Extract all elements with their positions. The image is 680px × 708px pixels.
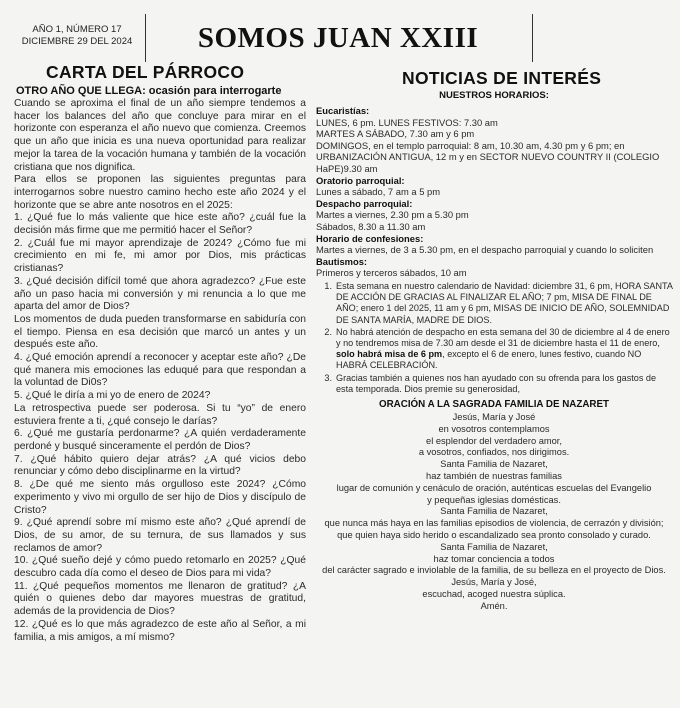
prayer-line: Jesús, María y José — [452, 411, 536, 422]
letter-paragraph: Los momentos de duda pueden transformarse en sabiduría con el tiempo. Piensa en esa decisión que marcó un antes y un después este año. — [14, 313, 306, 351]
schedule-subtitle: NUESTROS HORARIOS: — [439, 90, 549, 101]
prayer-line: escuchad, acoged nuestra súplica. — [422, 588, 566, 599]
prayer-line: Santa Familia de Nazaret, — [440, 506, 548, 517]
section-title-news: NOTICIAS DE INTERÉS — [402, 68, 602, 88]
letter-subtitle: OTRO AÑO QUE LLEGA: ocasión para interrogarte — [16, 85, 282, 97]
schedule-block — [316, 105, 674, 279]
prayer-line: Amén. — [480, 600, 508, 611]
announcement-item — [314, 373, 674, 395]
announcement-text-end: , excepto el 6 de enero, lunes festivo, cuando NO HABRÁ CELEBRACIÓN. — [336, 349, 642, 371]
schedule-line: Lunes a sábado, 7 am a 5 pm — [316, 186, 441, 198]
prayer-line: del carácter sagrado e inviolable de la familia, de su belleza en el proyecto de Dios. — [322, 565, 666, 576]
schedule-heading: Despacho parroquial: — [316, 197, 413, 209]
prayer-line: Santa Familia de Nazaret, — [440, 459, 548, 470]
schedule-heading: Eucaristías: — [316, 105, 370, 116]
announcement-item — [314, 327, 674, 372]
schedule-heading: Bautismos: — [316, 255, 368, 267]
announcement-text-start: No habrá atención de despacho en esta semana del 30 de diciembre al 4 de enero y no tendremos misa de 7.30 am desde el 31 de diciembre hasta el 11 de enero, — [336, 326, 670, 348]
newsletter-title: SOMOS JUAN XXIII — [197, 22, 479, 54]
letter-paragraph: La retrospectiva puede ser poderosa. Si tu “yo” de enero estuviera frente a ti, ¿qué consejo le darías? — [14, 402, 306, 427]
schedule-line: Martes a viernes, 2.30 pm a 5.30 pm — [316, 209, 469, 221]
letter-question: 3. ¿Qué decisión difícil tomé que ahora agradezco? ¿Fue este año un paso hacia mi conversión y mi renuncia a lo que me aparta del amor de Dios? — [14, 275, 306, 313]
letter-paragraph: Cuando se aproxima el final de un año siempre tendemos a hacer los balances del año que concluye para mirar en el horizonte con esperanza el año nuevo que comienza. Creemos que un año que inicia es una nueva oportunidad para realizar mejor la tarea de la vocación humana y también de la vocación cristiana que nos dignifica. — [14, 98, 306, 173]
announcement-number: 2. — [324, 326, 332, 337]
prayer-line: el esplendor del verdadero amor, — [426, 435, 562, 446]
prayer-line: haz tomar conciencia a todos — [433, 553, 555, 564]
header-divider-left — [145, 14, 146, 62]
announcements-list — [314, 281, 674, 395]
schedule-line: Primeros y terceros sábados, 10 am — [316, 267, 467, 279]
announcement-highlight: solo habrá misa de 6 pm — [336, 349, 443, 360]
announcement-text — [336, 327, 674, 372]
schedule-line: Sábados, 8.30 a 11.30 am — [316, 220, 426, 232]
issue-number: AÑO 1, NÚMERO 17 — [32, 24, 122, 35]
letter-paragraph: Para ellos se proponen las siguientes preguntas para interrogarnos sobre nuestro camino hecho este año 2024 y el horizonte que se abre ante nosotros en el 2025: — [14, 174, 306, 211]
issue-info — [18, 24, 136, 48]
parish-letter-column — [14, 62, 306, 644]
section-title-letter: CARTA DEL PÁRROCO — [46, 62, 245, 82]
news-column — [314, 68, 674, 612]
prayer-line: Santa Familia de Nazaret, — [440, 541, 548, 552]
schedule-line: DOMINGOS, en el templo parroquial: 8 am, 10.30 am, 4.30 pm y 6 pm; en URBANIZACIÓN ANTIGUA, 12 m y en SECTOR NUEVO COUNTRY II (COLEGIO HaPE)9.30 am — [316, 139, 660, 174]
issue-date: DICIEMBRE 29 DEL 2024 — [21, 36, 133, 47]
letter-question: 6. ¿Qué me gustaría perdonarme? ¿A quién verdaderamente perdoné y busqué sinceramente el perdón de Dios? — [14, 428, 306, 452]
letter-question: 10. ¿Qué sueño dejé y cómo puedo retomarlo en 2025? ¿Qué descubro cada día como el deseo de Dios para mi vida? — [14, 555, 306, 580]
announcement-text: Gracias también a quienes nos han ayudado con su ofrenda para los gastos de esta temporada. Dios premie su generosidad, — [336, 372, 657, 394]
announcement-item — [314, 281, 674, 326]
prayer-line: lugar de comunión y cenáculo de oración, auténticas escuelas del Evangelio — [336, 482, 652, 493]
prayer-line: a vosotros, confiados, nos dirigimos. — [418, 447, 570, 458]
header-divider-right — [532, 14, 533, 62]
prayer-title: ORACIÓN A LA SAGRADA FAMILIA DE NAZARET — [378, 398, 610, 410]
announcement-number: 3. — [324, 372, 332, 383]
letter-question: 7. ¿Qué hábito quiero dejar atrás? ¿A qué vicios debo renunciar y cómo debo disciplinarme en la virtud? — [14, 453, 306, 478]
letter-question: 9. ¿Qué aprendí sobre mí mismo este año? ¿Qué aprendí de Dios, de su amor, de su ternura, de sus llamados y sus reclamos de amor? — [14, 517, 306, 554]
letter-question: 8. ¿De qué me siento más orgulloso este 2024? ¿Cómo experimento y vivo mi orgullo de ser hijo de Dios y discípulo de Cristo? — [14, 479, 306, 516]
schedule-line: Martes a viernes, de 3 a 5.30 pm, en el despacho parroquial y cuando lo soliciten — [316, 244, 654, 256]
prayer-text — [314, 412, 674, 613]
letter-body — [14, 98, 306, 644]
letter-question: 2. ¿Cuál fue mi mayor aprendizaje de 2024? ¿Cómo fue mi crecimiento en mi fe, mi amor por Dios, mis prácticas cristianas? — [14, 237, 306, 275]
prayer-line: Jesús, María y José, — [451, 577, 537, 588]
announcement-number: 1. — [324, 280, 332, 291]
prayer-line: que nunca más haya en las familias episodios de violencia, de cerrazón y división; — [324, 518, 664, 529]
schedule-line: LUNES, 6 pm. LUNES FESTIVOS: 7.30 am — [316, 116, 498, 128]
letter-question: 4. ¿Qué emoción aprendí a reconocer y aceptar este año? ¿De qué manera mis emociones las eduqué para que respondan a la voluntad de Di0s? — [14, 352, 306, 389]
letter-question: 12. ¿Qué es lo que más agradezco de este año al Señor, a mi familia, a mis amigos, a mí mismo? — [14, 618, 306, 643]
prayer-line: que quien haya sido herido o escandalizado sea pronto consolado y curado. — [337, 529, 651, 540]
schedule-line: MARTES A SÁBADO, 7.30 am y 6 pm — [316, 128, 475, 140]
letter-question: 1. ¿Qué fue lo más valiente que hice este año? ¿cuál fue la decisión más firme que me permitió hacer el Señor? — [14, 212, 306, 237]
prayer-line: haz también de nuestras familias — [426, 470, 562, 481]
prayer-line: en vosotros contemplamos — [438, 423, 550, 434]
schedule-heading: Oratorio parroquial: — [316, 174, 405, 186]
letter-question: 5. ¿Qué le diría a mi yo de enero de 2024? — [14, 390, 211, 402]
announcement-text: Esta semana en nuestro calendario de Navidad: diciembre 31, 6 pm, HORA SANTA DE ACCIÓN DE GRACIAS AL FINALIZAR EL AÑO; 7 pm, MISA DE FINAL DE AÑO; enero 1 del 2025, 11 am y 6 pm, MISAS DE INICIO DE AÑO, SOLEMNIDAD DE SANTA MARÍA, MADRE DE DIOS. — [336, 280, 673, 325]
schedule-heading: Horario de confesiones: — [316, 232, 424, 244]
prayer-line: y pequeñas iglesias domésticas. — [427, 494, 561, 505]
letter-question: 11. ¿Qué pequeños momentos me llenaron de gratitud? ¿A quién o quienes debo dar mayores muestras de gratitud, además de la providencia de Dios? — [14, 580, 306, 618]
